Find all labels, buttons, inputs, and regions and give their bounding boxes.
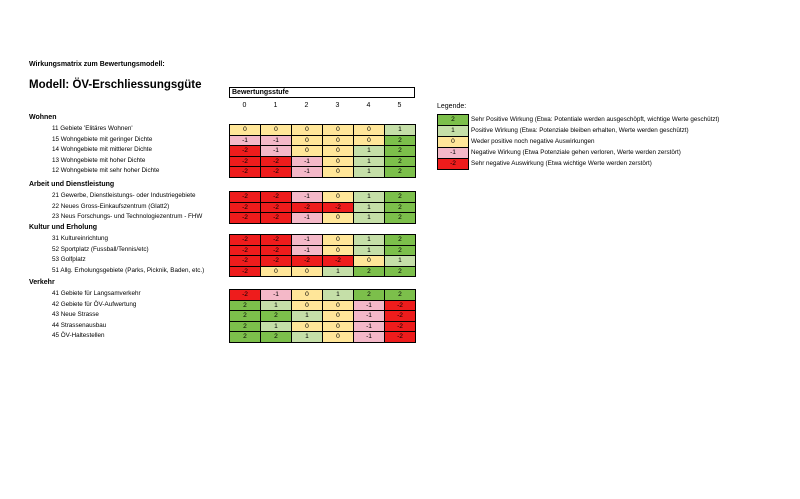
level-header-5: 5 (397, 102, 402, 109)
rating-cell: 2 (385, 290, 416, 301)
rating-cell: 0 (323, 246, 354, 257)
rating-cell: -2 (323, 203, 354, 214)
table-row (230, 311, 416, 322)
rating-cell: 1 (261, 322, 292, 333)
section-heading: Kultur und Erholung (29, 224, 98, 231)
rating-cell: 0 (354, 125, 385, 136)
row-label: 12 Wohngebiete mit sehr hoher Dichte (52, 167, 160, 174)
legend-swatch: 1 (438, 126, 469, 137)
rating-cell: 2 (261, 311, 292, 322)
level-header-2: 2 (304, 102, 309, 109)
rating-cell: -1 (354, 322, 385, 333)
legend-swatch: -1 (438, 148, 469, 159)
rating-cell: -2 (261, 256, 292, 267)
rating-cell: 0 (261, 125, 292, 136)
legend-text: Positive Wirkung (Etwa: Potenziale bleiben erhalten, Werte werden geschützt) (471, 127, 689, 134)
row-label: 13 Wohngebiete mit hoher Dichte (52, 156, 146, 164)
table-row (230, 167, 416, 178)
row-label: 52 Sportplatz (Fussball/Tennis/etc) (52, 245, 149, 253)
rating-cell: 0 (230, 125, 261, 136)
rating-cell: 0 (323, 136, 354, 147)
row-label: 15 Wohngebiete mit geringer Dichte (52, 135, 153, 143)
table-row (230, 146, 416, 157)
rating-cell: -1 (261, 290, 292, 301)
legend-swatch: 2 (438, 115, 469, 126)
rating-cell: 1 (323, 290, 354, 301)
rating-cell: -2 (292, 203, 323, 214)
rating-cell: 0 (292, 267, 323, 278)
rating-cell: -1 (292, 167, 323, 178)
rating-cell: -2 (385, 322, 416, 333)
rating-cell: 0 (323, 311, 354, 322)
rating-cell: -2 (230, 146, 261, 157)
table-row (230, 157, 416, 168)
rating-cell: -2 (261, 192, 292, 203)
page-title: Modell: ÖV-Erschliessungsgüte (29, 79, 202, 91)
rating-cell: -2 (230, 290, 261, 301)
rating-cell: 2 (230, 301, 261, 312)
table-row (230, 267, 416, 278)
page-subtitle: Wirkungsmatrix zum Bewertungsmodell: (29, 61, 165, 68)
rating-cell: 2 (385, 235, 416, 246)
legend-swatch: -2 (438, 159, 469, 170)
rating-cell: 0 (323, 322, 354, 333)
rating-cell: -2 (385, 332, 416, 343)
rating-cell: 1 (354, 203, 385, 214)
rating-cell: 0 (292, 290, 323, 301)
row-label: 21 Gewerbe, Dienstleistungs- oder Industriegebiete (52, 192, 196, 199)
rating-cell: 2 (230, 311, 261, 322)
rating-cell: 2 (385, 213, 416, 224)
rating-cell: 2 (385, 146, 416, 157)
rating-cell: -2 (230, 192, 261, 203)
rating-cell: 0 (323, 125, 354, 136)
rating-cell: 2 (385, 267, 416, 278)
rating-cell: -2 (385, 311, 416, 322)
level-header-3: 3 (335, 102, 340, 109)
rating-cell: -1 (261, 146, 292, 157)
rating-cell: -1 (292, 192, 323, 203)
rating-cell: 1 (354, 167, 385, 178)
rating-cell: 2 (261, 332, 292, 343)
row-label: 22 Neues Gross-Einkaufszentrum (Glatt2) (52, 202, 170, 210)
row-label: 43 Neue Strasse (52, 311, 99, 318)
rating-cell: 1 (354, 235, 385, 246)
rating-cell: -1 (292, 235, 323, 246)
table-row (230, 213, 416, 224)
rating-cell: -1 (292, 157, 323, 168)
section-grid (229, 289, 416, 343)
row-label: 44 Strassenausbau (52, 321, 107, 329)
row-label: 45 ÖV-Haltestellen (52, 332, 105, 339)
legend-text: Sehr negative Auswirkung (Etwa wichtige Werte werden zerstört) (471, 160, 652, 167)
rating-cell: 0 (292, 136, 323, 147)
row-label: 41 Gebiete für Langsamverkehr (52, 290, 141, 297)
rating-cell: -2 (230, 157, 261, 168)
rating-cell: 0 (323, 146, 354, 157)
rating-cell: 0 (323, 301, 354, 312)
rating-cell: -1 (230, 136, 261, 147)
rating-cell: -2 (230, 256, 261, 267)
table-row (230, 332, 416, 343)
rating-cell: 0 (323, 235, 354, 246)
level-header-0: 0 (242, 102, 247, 109)
row-label: 42 Gebiete für ÖV-Aufwertung (52, 300, 137, 308)
rating-cell: 2 (385, 157, 416, 168)
legend-swatch: 0 (438, 137, 469, 148)
rating-cell: -1 (354, 301, 385, 312)
table-row (230, 322, 416, 333)
rating-cell: 2 (354, 290, 385, 301)
rating-cell: -2 (261, 213, 292, 224)
rating-cell: -2 (230, 267, 261, 278)
rating-cell: -2 (230, 235, 261, 246)
rating-cell: 1 (354, 192, 385, 203)
rating-cell: 1 (385, 256, 416, 267)
table-row (230, 256, 416, 267)
section-grid (229, 191, 416, 224)
rating-cell: 0 (323, 213, 354, 224)
rating-cell: 1 (261, 301, 292, 312)
rating-cell: 1 (385, 125, 416, 136)
legend-title: Legende: (437, 103, 467, 110)
rating-cell: -1 (261, 136, 292, 147)
row-label: 14 Wohngebiete mit mittlerer Dichte (52, 146, 152, 153)
legend-text: Weder positive noch negative Auswirkungen (471, 138, 595, 145)
rating-cell: 0 (261, 267, 292, 278)
rating-cell: -2 (292, 256, 323, 267)
rating-cell: 0 (323, 192, 354, 203)
table-row (230, 246, 416, 257)
level-header-1: 1 (273, 102, 278, 109)
rating-cell: 1 (354, 246, 385, 257)
row-label: 11 Gebiete 'Elitäres Wohnen' (52, 125, 133, 132)
rating-cell: -2 (323, 256, 354, 267)
rating-cell: 0 (292, 125, 323, 136)
rating-cell: -2 (261, 246, 292, 257)
table-row (230, 125, 416, 136)
rating-cell: 1 (292, 332, 323, 343)
rating-cell: -2 (230, 246, 261, 257)
section-heading: Arbeit und Dienstleistung (29, 181, 115, 188)
rating-cell: -2 (385, 301, 416, 312)
table-row (230, 192, 416, 203)
rating-cell: 2 (230, 322, 261, 333)
row-label: 23 Neus Forschungs- und Technologiezentrum - FHW (52, 213, 203, 220)
rating-cell: 0 (292, 322, 323, 333)
rating-cell: 1 (354, 157, 385, 168)
rating-cell: -2 (261, 157, 292, 168)
rating-cell: -2 (230, 167, 261, 178)
rating-cell: 0 (323, 332, 354, 343)
rating-cell: -1 (354, 332, 385, 343)
rating-cell: -2 (261, 203, 292, 214)
section-heading: Wohnen (29, 114, 57, 121)
rating-cell: 2 (385, 192, 416, 203)
rating-cell: 0 (323, 157, 354, 168)
bewertungsstufe-header: Bewertungsstufe (229, 87, 415, 98)
rating-cell: 0 (354, 136, 385, 147)
legend-text: Negative Wirkung (Etwa Potenziale gehen verloren, Werte werden zerstört) (471, 149, 681, 156)
rating-cell: 2 (385, 203, 416, 214)
rating-cell: 2 (385, 136, 416, 147)
rating-cell: 2 (385, 167, 416, 178)
rating-cell: -2 (261, 167, 292, 178)
rating-cell: 1 (323, 267, 354, 278)
rating-cell: -2 (230, 213, 261, 224)
legend-swatches (437, 114, 469, 170)
table-row (230, 203, 416, 214)
section-grid (229, 234, 416, 277)
table-row (230, 136, 416, 147)
rating-cell: -1 (354, 311, 385, 322)
rating-cell: -1 (292, 213, 323, 224)
rating-cell: 1 (292, 311, 323, 322)
table-row (230, 301, 416, 312)
rating-cell: 0 (323, 167, 354, 178)
rating-cell: -2 (261, 235, 292, 246)
rating-cell: 0 (354, 256, 385, 267)
legend-text: Sehr Positive Wirkung (Etwa: Potentiale werden ausgeschöpft, wichtige Werte geschützt) (471, 116, 720, 123)
row-label: 51 Allg. Erholungsgebiete (Parks, Picknik, Baden, etc.) (52, 266, 205, 274)
level-header-4: 4 (366, 102, 371, 109)
table-row (230, 290, 416, 301)
rating-cell: -1 (292, 246, 323, 257)
row-label: 31 Kultureinrichtung (52, 235, 109, 242)
table-row (230, 235, 416, 246)
row-label: 53 Golfplatz (52, 256, 86, 263)
rating-cell: 0 (292, 146, 323, 157)
section-heading: Verkehr (29, 279, 55, 286)
rating-cell: 1 (354, 213, 385, 224)
rating-cell: 2 (230, 332, 261, 343)
rating-cell: 1 (354, 146, 385, 157)
rating-cell: -2 (230, 203, 261, 214)
rating-cell: 2 (354, 267, 385, 278)
rating-cell: 2 (385, 246, 416, 257)
rating-cell: 0 (292, 301, 323, 312)
section-grid (229, 124, 416, 178)
